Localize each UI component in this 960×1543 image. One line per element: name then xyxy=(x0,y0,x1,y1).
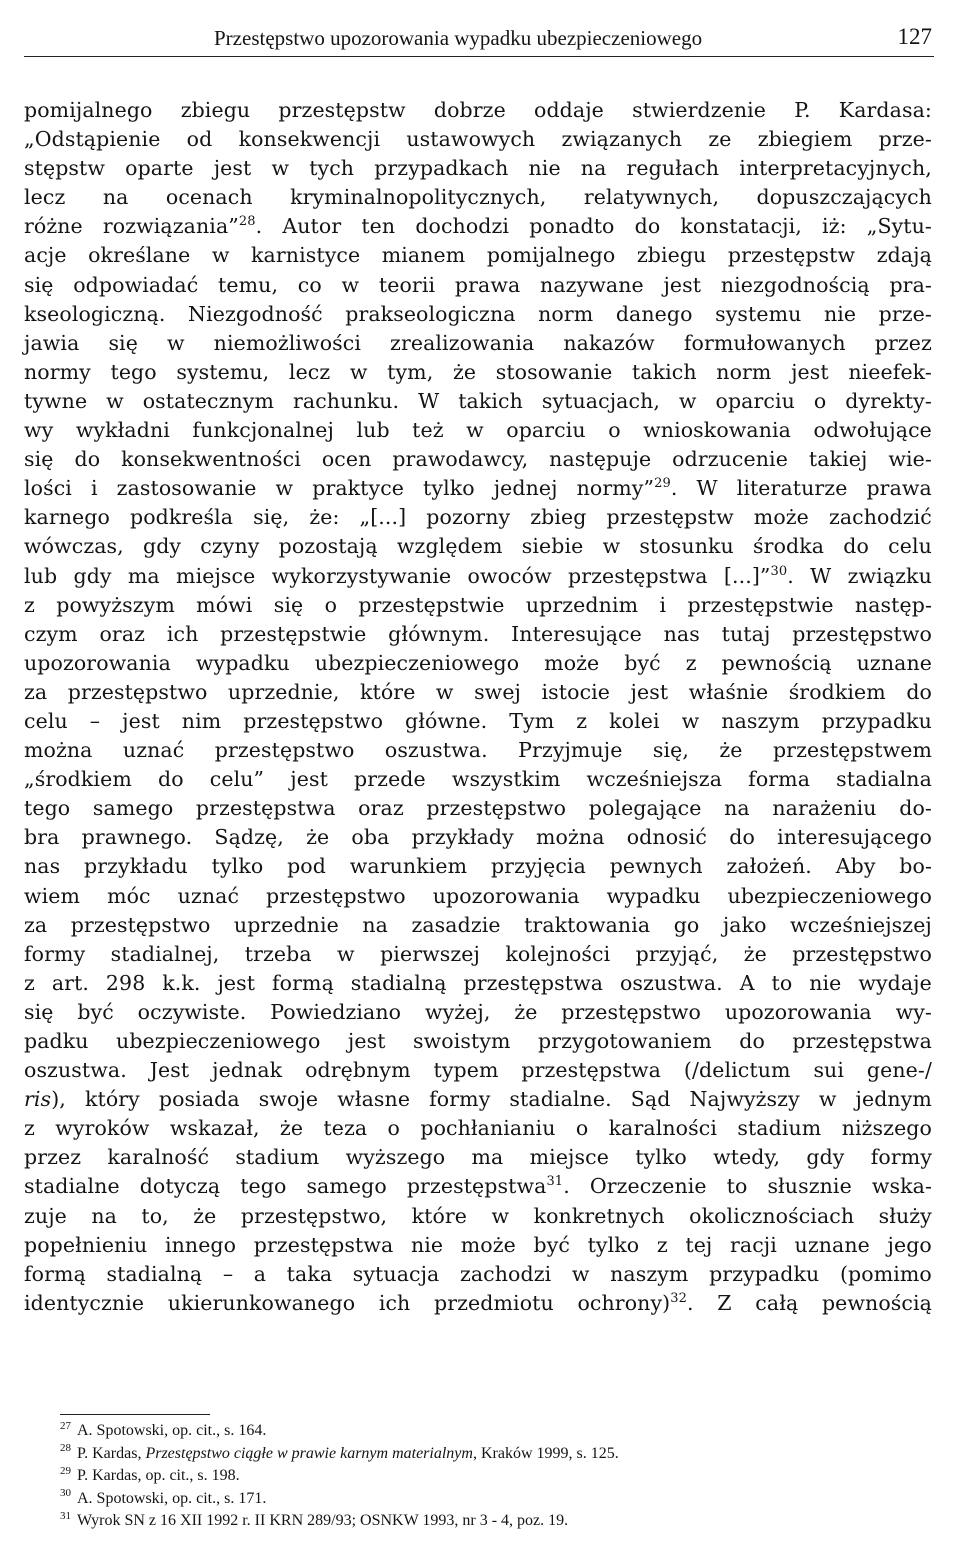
body-line: normy tego systemu, lecz w tym, że stosowanie takich norm jest nieefek- xyxy=(24,359,932,384)
footnote-ref: 28 xyxy=(238,214,256,230)
body-line: za przestępstwo uprzednie, które w swej istocie jest właśnie środkiem do xyxy=(24,679,932,704)
footnote-text: P. Kardas, Przestępstwo ciągłe w prawie karnym materialnym, Kraków 1999, s. 125. xyxy=(77,1444,619,1462)
body-line: karnego podkreśla się, że: „[...] pozorny zbieg przestępstw może zachodzić xyxy=(24,505,932,530)
body-line: się być oczywiste. Powiedziano wyżej, że przestępstwo upozorowania wy- xyxy=(24,999,932,1024)
footnote-ref: 29 xyxy=(654,476,671,492)
footnote-text: P. Kardas, op. cit., s. 198. xyxy=(77,1467,240,1484)
page-number: 127 xyxy=(897,24,932,49)
body-line: celu – jest nim przestępstwo główne. Tym z kolei w naszym przypadku xyxy=(24,708,932,733)
footnote-text: A. Spotowski, op. cit., s. 164. xyxy=(77,1422,267,1439)
body-line: stadialne dotyczą tego samego przestępstwa$^{31}$. Orzeczenie to słusznie wska- xyxy=(24,1174,932,1199)
footnote-number: 30 xyxy=(60,1487,71,1500)
footnote-number: 29 xyxy=(60,1464,71,1477)
body-line: wy wykładni funkcjonalnej lub też w oparciu o wnioskowania odwołujące xyxy=(24,418,932,443)
body-line: ris), który posiada swoje własne formy stadialne. Sąd Najwyższy w jednym xyxy=(24,1087,932,1112)
footnote-item xyxy=(60,1510,930,1533)
body-line: różne rozwiązania”$^{28}$. Autor ten dochodzi ponadto do konstatacji, iż: „Sytu- xyxy=(24,214,932,239)
body-line: stępstw oparte jest w tych przypadkach nie na regułach interpretacyjnych, xyxy=(24,156,932,181)
body-line: za przestępstwo uprzednie na zasadzie traktowania go jako wcześniejszej xyxy=(24,912,932,937)
body-line: można uznać przestępstwo oszustwa. Przyjmuje się, że przestępstwem xyxy=(24,738,932,763)
footnote-item xyxy=(60,1443,930,1466)
body-line: z art. 298 k.k. jest formą stadialną przestępstwa oszustwa. A to nie wydaje xyxy=(24,970,932,995)
footnote-item xyxy=(60,1465,930,1488)
running-header xyxy=(24,22,934,57)
body-line: wiem móc uznać przestępstwo upozorowania wypadku ubezpieczeniowego xyxy=(24,883,932,908)
footnote-ref: 32 xyxy=(670,1291,687,1307)
body-line: się odpowiadać temu, co w teorii prawa nazywane jest niezgodnością pra- xyxy=(24,272,932,297)
body-line: acje określane w karnistyce mianem pomijalnego zbiegu przestępstw zdają xyxy=(24,243,932,268)
body-line: tywne w ostatecznym rachunku. W takich sytuacjach, w oparciu o dyrekty- xyxy=(24,388,932,413)
body-line: „Odstąpienie od konsekwencji ustawowych związanych ze zbiegiem prze- xyxy=(24,127,932,152)
footnote-text: Wyrok SN z 16 XII 1992 r. II KRN 289/93; OSNKW 1993, nr 3 - 4, poz. 19. xyxy=(77,1512,569,1529)
body-line: nas przykładu tylko pod warunkiem przyjęcia pewnych założeń. Aby bo- xyxy=(24,854,932,879)
body-line: padku ubezpieczeniowego jest swoistym przygotowaniem do przestępstwa xyxy=(24,1029,932,1053)
body-line: zuje na to, że przestępstwo, które w konkretnych okolicznościach służy xyxy=(24,1203,932,1228)
body-line: wówczas, gdy czyny pozostają względem siebie w stosunku środka do celu xyxy=(24,534,932,559)
body-line: lecz na ocenach kryminalnopolitycznych, relatywnych, dopuszczających xyxy=(24,185,932,210)
main-body-text xyxy=(24,96,932,1318)
body-line: upozorowania wypadku ubezpieczeniowego może być z pewnością uznane xyxy=(24,650,932,675)
footnote-number: 31 xyxy=(60,1509,71,1522)
footnote-text: A. Spotowski, op. cit., s. 171. xyxy=(77,1489,267,1507)
footnotes xyxy=(60,1420,930,1533)
body-line: formą stadialną – a taka sytuacja zachodzi w naszym przypadku (pomimo xyxy=(24,1261,932,1286)
body-line: pomijalnego zbiegu przestępstw dobrze oddaje stwierdzenie P. Kardasa: xyxy=(24,98,932,122)
body-line: „środkiem do celu” jest przede wszystkim wcześniejsza forma stadialna xyxy=(24,767,932,792)
body-line: identycznie ukierunkowanego ich przedmiotu ochrony)$^{32}$. Z całą pewnością xyxy=(24,1290,932,1315)
footnote-item xyxy=(60,1420,930,1443)
body-line: tego samego przestępstwa oraz przestępstwo polegające na narażeniu do- xyxy=(24,796,932,821)
footnote-ref: 31 xyxy=(546,1174,564,1190)
footnote-item xyxy=(60,1488,930,1511)
footnote-number: 27 xyxy=(60,1419,71,1432)
body-line: formy stadialnej, trzeba w pierwszej kolejności przyjąć, że przestępstwo xyxy=(24,941,932,966)
body-line: bra prawnego. Sądzę, że oba przykłady można odnosić do interesującego xyxy=(24,825,932,850)
body-line: z wyroków wskazał, że teza o pochłanianiu o karalności stadium niższego xyxy=(24,1116,932,1141)
footnote-ref: 30 xyxy=(770,563,788,579)
footnote-separator xyxy=(60,1414,210,1415)
body-line: lości i zastosowanie w praktyce tylko jednej normy”$^{29}$. W literaturze prawa xyxy=(24,476,932,501)
body-line: lub gdy ma miejsce wykorzystywanie owoców przestępstwa [...]”$^{30}$. W związku xyxy=(24,563,932,588)
footnote-number: 28 xyxy=(60,1442,71,1455)
body-line: się do konsekwentności ocen prawodawcy, następuje odrzucenie takiej wie- xyxy=(24,447,932,472)
running-header-title: Przestępstwo upozorowania wypadku ubezpieczeniowego xyxy=(214,26,703,50)
body-line: przez karalność stadium wyższego ma miejsce tylko wtedy, gdy formy xyxy=(24,1145,932,1170)
body-line: kseologiczną. Niezgodność prakseologiczna norm danego systemu nie prze- xyxy=(24,301,932,326)
body-line: jawia się w niemożliwości zrealizowania nakazów formułowanych przez xyxy=(24,330,932,355)
body-line: z powyższym mówi się o przestępstwie uprzednim i przestępstwie następ- xyxy=(24,592,932,617)
body-line: popełnieniu innego przestępstwa nie może być tylko z tej racji uznane jego xyxy=(24,1232,932,1257)
body-line: oszustwa. Jest jednak odrębnym typem przestępstwa (/delictum sui gene-/ xyxy=(24,1058,932,1083)
body-line: czym oraz ich przestępstwie głównym. Interesujące nas tutaj przestępstwo xyxy=(24,621,932,646)
